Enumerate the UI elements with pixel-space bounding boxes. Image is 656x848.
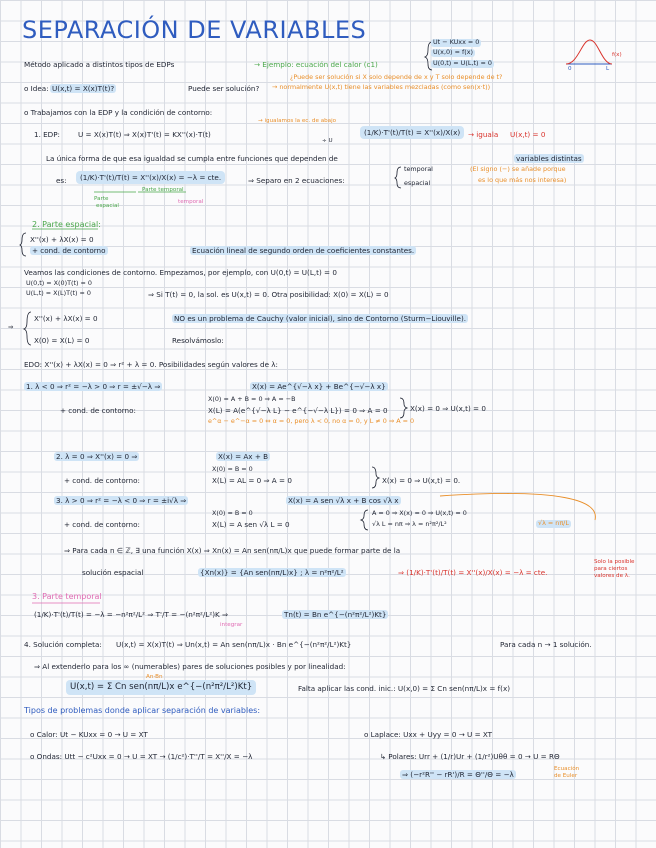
unica-highlight: variables distintas (516, 154, 582, 163)
falta-text: Falta aplicar las cond. inic.: U(x,0) = Σ Cn sen(nπ/L)x = f(x) (298, 684, 511, 693)
idea-question: Puede ser solución? (188, 84, 260, 93)
edp-iguala: → iguala (468, 130, 499, 139)
espacial-brace (20, 233, 26, 256)
separo-brace (395, 167, 401, 188)
si-t-text: ⇒ Si T(t) = 0, la sol. es U(x,t) = 0. Otra posibilidad: X(0) = X(L) = 0 (148, 290, 389, 299)
idea-formula: U(x,t) = X(x)T(t)? (52, 84, 115, 93)
extender-text: ⇒ Al extenderlo para los ∞ (numerables) pares de soluciones posibles y por linealidad: (34, 662, 346, 671)
parte-temporal-eq: (1/K)·T'(t)/T(t) = −λ = −n²π²/L² ⇒ T'/T = −(n²π²/L²)K ⇒ (34, 610, 229, 619)
solucion-espacial-text: solución espacial (82, 568, 144, 577)
system-eq-3: U(0,t) = U(L,t) = 0 (433, 59, 492, 67)
caso3-cc-eq: X(L) = A sen √λ L = 0 (212, 520, 290, 529)
cn-label: An·Bn (146, 674, 163, 680)
arrow-implies: ⇒ (8, 323, 14, 331)
label-temporal: temporal (178, 199, 204, 205)
caso1-result: X(x) = 0 ⇒ U(x,t) = 0 (410, 404, 486, 413)
caso2-result: X(x) = 0 ⇒ U(x,t) = 0. (382, 476, 461, 485)
idea-note-2: → normalmente U(x,t) tiene las variables mezcladas (como sen(x·t)) (272, 83, 491, 91)
caso2-cc-label: + cond. de contorno: (64, 476, 140, 485)
caso3-red-note-3: valores de λ. (594, 573, 630, 579)
tipo-laplace: o Laplace: Uxx + Uyy = 0 → U = XT (364, 730, 493, 739)
caso3-r2: √λ L = nπ ⇒ λ = n²π²/L² (372, 520, 447, 528)
no-es-text: NO es un problema de Cauchy (valor inicial), sino de Contorno (Sturm−Liouville). (174, 314, 467, 323)
caso1-cc-label: + cond. de contorno: (60, 406, 136, 415)
caso2-sol: X(x) = Ax + B (218, 452, 269, 461)
idea-note-1: ¿Puede ser solución si X solo depende de x y T solo depende de t? (290, 73, 503, 81)
unica-es: es: (56, 176, 67, 185)
xn-set: {Xn(x)} = {An sen(nπ/L)x} ; λ = n²π²/L² (200, 568, 344, 577)
euler-label-2: de Euler (554, 773, 578, 779)
cc-line-1: U(0,t) = X(0)T(t) = 0 (26, 279, 92, 287)
page-title: SEPARACIÓN DE VARIABLES (22, 16, 367, 44)
graph-origin: 0 (568, 66, 572, 72)
caso1-cc-eq: X(L) = A(e^{√−λ L} − e^{−√−λ L}) = 0 ⇒ A = 0 (208, 406, 388, 415)
graph-end: L (606, 66, 610, 72)
caso2-cc-top: X(0) = B = 0 (212, 465, 253, 473)
caso3-red-eq: ⇒ (1/K)·T'(t)/T(t) = X''(x)/X(x) = −λ = cte. (398, 568, 548, 577)
label-parte: Parte (94, 196, 109, 202)
unica-line: La única forma de que esa igualdad se cumpla entre funciones que dependen de (46, 154, 338, 163)
caso3-sol: X(x) = A sen √λ x + B cos √λ x (288, 496, 399, 505)
para-cada-text: ⇒ Para cada n ∈ ℤ, ∃ una función X(x) ⇒ Xn(x) = An sen(nπ/L)x que puede formar parte de la (64, 546, 401, 555)
unica-note-2: es lo que más nos interesa) (478, 176, 567, 184)
caso3-r1: A = 0 ⇒ X(x) = 0 ⇒ U(x,t) = 0 (372, 509, 467, 517)
unica-temporal: temporal (404, 165, 433, 173)
edp-fraction: (1/K)·T'(t)/T(t) = X''(x)/X(x) (360, 126, 464, 139)
ejemplo-text: → Ejemplo: ecuación del calor (c1) (254, 60, 378, 69)
integrar-label: integrar (220, 622, 243, 628)
problem-brace (24, 312, 31, 345)
completa-eq: U(x,t) = X(x)T(t) ⇒ Un(x,t) = An sen(nπ/L)x · Bn e^{−(n²π²/L²)Kt} (116, 640, 352, 649)
caso1-sol: X(x) = Ae^{√−λ x} + Be^{−√−λ x} (252, 382, 386, 391)
edp-div: ÷ U (322, 138, 333, 144)
problem-eq-a: X''(x) + λX(x) = 0 (34, 314, 98, 323)
label-espacial: espacial (96, 203, 119, 209)
caso1-note: e^α − e^−α = 0 ⇔ α = 0, pero λ < 0, no α = 0, y L ≠ 0 ⇒ A = 0 (208, 417, 415, 425)
caso3-cc-label: + cond. de contorno: (64, 520, 140, 529)
idea-label: o Idea: (24, 84, 49, 93)
tipo-ondas: o Ondas: Utt − c²Uxx = 0 → U = XT → (1/c²)·T''/T = X''/X = −λ (30, 752, 253, 761)
caso2-a: 2. λ = 0 ⇒ X''(x) = 0 ⇒ (56, 452, 138, 461)
unica-separo: ⇒ Separo en 2 ecuaciones: (248, 176, 345, 185)
parte-temporal-heading: 3. Parte temporal (32, 592, 102, 601)
edp-u-zero: U(x,t) = 0 (510, 130, 546, 139)
cc-line-2: U(L,t) = X(L)T(t) = 0 (26, 289, 91, 297)
final-solution: U(x,t) = Σ Cn sen(nπ/L)x e^{−(n²π²/L²)Kt} (66, 680, 256, 695)
caso2-brace (372, 467, 379, 488)
completa-para-cada: Para cada n → 1 solución. (500, 640, 592, 649)
parte-espacial-eq2: + cond. de contorno (32, 246, 106, 255)
parte-espacial-desc: Ecuación lineal de segundo orden de coeficientes constantes. (192, 246, 415, 255)
caso3-a: 3. λ > 0 ⇒ r² = −λ < 0 ⇒ r = ±i√λ ⇒ (56, 496, 187, 505)
edp-note-top: → igualamos la ec. de abajo (258, 118, 337, 124)
caso1-brace (400, 398, 407, 418)
caso2-cc-eq: X(L) = AL = 0 ⇒ A = 0 (212, 476, 292, 485)
unica-espacial: espacial (404, 179, 431, 187)
caso3-brace (361, 510, 368, 530)
label-parte-temporal: Parte temporal (142, 187, 184, 193)
euler-label-1: Ecuación (554, 766, 580, 772)
caso3-cc-top: X(0) = B = 0 (212, 509, 253, 517)
metodo-text: Método aplicado a distintos tipos de EDPs (24, 60, 175, 69)
bump-graph (566, 40, 612, 64)
parte-temporal-sol: Tn(t) = Bn e^{−(n²π²/L²)Kt} (284, 610, 387, 619)
edo-text: EDO: X''(x) + λX(x) = 0 ⇒ r² + λ = 0. Posibilidades según valores de λ: (24, 360, 278, 369)
graph-label: f(x) (612, 52, 622, 58)
problem-eq-b: X(0) = X(L) = 0 (34, 336, 90, 345)
tipo-polares: ↳ Polares: Urr + (1/r)Ur + (1/r²)Uθθ = 0 → U = RΘ (380, 752, 560, 761)
resolvamos-text: Resolvámoslo: (172, 336, 224, 345)
veamos-text: Veamos las condiciones de contorno. Empezamos, por ejemplo, con U(0,t) = U(L,t) = 0 (24, 268, 337, 277)
edp-equation: U = X(x)T(t) ⇒ X(x)T'(t) = KX''(x)·T(t) (78, 130, 211, 139)
completa-label: 4. Solución completa: (24, 640, 102, 649)
unica-note-1: (El signo (−) se añade porque (470, 165, 566, 173)
tipo-calor: o Calor: Ut − KUxx = 0 → U = XT (30, 730, 148, 739)
caso3-sqrt-note: √λ = nπ/L (538, 519, 569, 527)
tipos-heading: Tipos de problemas donde aplicar separación de variables: (24, 706, 261, 715)
trabajamos-text: o Trabajamos con la EDP y la condición de contorno: (24, 108, 213, 117)
tipo-polares-2: ⇒ (−r²R'' − rR')/R = Θ''/Θ = −λ (402, 770, 514, 779)
caso1-cc-top: X(0) = A + B = 0 ⇒ A = −B (208, 395, 296, 403)
caso1-a: 1. λ < 0 ⇒ r² = −λ > 0 ⇒ r = ±√−λ ⇒ (26, 382, 161, 391)
caso3-red-note-1: Solo la posible (594, 559, 635, 565)
parte-espacial-heading: 2. Parte espacial: (32, 220, 101, 229)
system-eq-1: Ut − KUxx = 0 (433, 38, 480, 46)
edp-label: 1. EDP: (34, 130, 60, 139)
parte-espacial-eq1: X''(x) + λX(x) = 0 (30, 235, 94, 244)
caso3-red-note-2: para ciertos (594, 566, 628, 572)
unica-equation: (1/K)·T'(t)/T(t) = X''(x)/X(x) = −λ = cte. (76, 171, 225, 184)
system-eq-2: U(x,0) = f(x) (433, 48, 473, 56)
